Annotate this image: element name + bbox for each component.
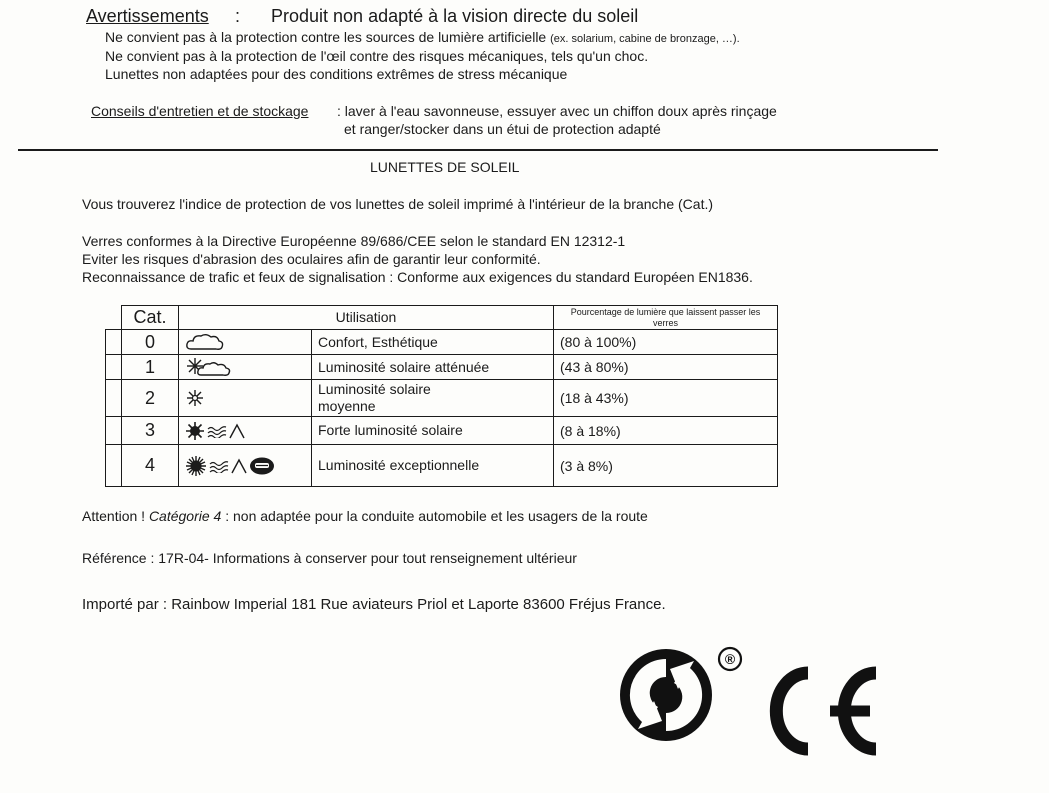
logos — [618, 645, 878, 765]
mountain-icon — [229, 423, 245, 439]
warning-line-1-note: (ex. solarium, cabine de bronzage, …). — [550, 33, 740, 45]
sun-cloud-icon — [185, 356, 235, 378]
table-row — [106, 417, 778, 445]
attention-prefix: Attention ! — [82, 508, 146, 524]
row-cat: 0 — [122, 330, 179, 355]
row-icons — [179, 417, 312, 445]
warnings-colon: : — [235, 6, 241, 26]
header-percent: Pourcentage de lumière que laissent passer les verres — [554, 306, 778, 330]
cloud-icon — [185, 332, 225, 352]
warnings-headline: Produit non adapté à la vision directe du soleil — [271, 6, 639, 26]
traffic-text: Reconnaissance de trafic et feux de signalisation : Conforme aux exigences du standard Européen EN1836. — [82, 269, 753, 285]
logo-group — [618, 645, 878, 760]
warning-line-1-text: Ne convient pas à la protection contre les sources de lumière artificielle — [105, 29, 547, 45]
row-margin — [106, 417, 122, 445]
row-percent: (18 à 43%) — [554, 380, 778, 417]
row-margin — [106, 330, 122, 355]
row-usage: Confort, Esthétique — [312, 330, 554, 355]
row-cat: 4 — [122, 445, 179, 487]
row-usage: Forte luminosité solaire — [312, 417, 554, 445]
row-usage: Luminosité exceptionnelle — [312, 445, 554, 487]
row-icons — [179, 380, 312, 417]
bright-sun-icon — [185, 421, 205, 441]
warning-line-1 — [105, 29, 740, 45]
table-row — [106, 355, 778, 380]
row-cat: 1 — [122, 355, 179, 380]
row-usage — [312, 380, 554, 417]
green-dot-logo — [620, 649, 712, 741]
section-title: LUNETTES DE SOLEIL — [370, 159, 520, 175]
index-text: Vous trouverez l'indice de protection de vos lunettes de soleil imprimé à l'intérieur de la branche (Cat.) — [82, 196, 714, 212]
mountain-icon — [231, 458, 247, 474]
reference-note: Référence : 17R-04- Informations à conserver pour tout renseignement ultérieur — [82, 550, 577, 566]
attention-text: : non adaptée pour la conduite automobile et les usagers de la route — [225, 508, 648, 524]
sun-icon — [185, 388, 205, 408]
row-percent: (3 à 8%) — [554, 445, 778, 487]
care-text-1: : laver à l'eau savonneuse, essuyer avec un chiffon doux après rinçage — [337, 103, 777, 119]
header-usage: Utilisation — [179, 306, 554, 330]
importer-note: Importé par : Rainbow Imperial 181 Rue aviateurs Priol et Laporte 83600 Fréjus France. — [82, 596, 666, 613]
table-row — [106, 380, 778, 417]
directive-text: Verres conformes à la Directive Européenne 89/686/CEE selon le standard EN 12312-1 — [82, 233, 626, 249]
abrasion-text: Eviter les risques d'abrasion des oculaires afin de garantir leur conformité. — [82, 251, 541, 267]
row-margin — [106, 445, 122, 487]
care-label: Conseils d'entretien et de stockage — [91, 103, 309, 119]
row-icons — [179, 355, 312, 380]
warning-line-3: Lunettes non adaptées pour des conditions extrêmes de stress mécanique — [105, 66, 568, 82]
row-cat: 3 — [122, 417, 179, 445]
attention-category: Catégorie 4 — [148, 508, 222, 524]
water-icon — [207, 424, 227, 438]
section-divider — [18, 149, 938, 151]
warning-line-2: Ne convient pas à la protection de l'œil contre des risques mécaniques, tels qu'un choc. — [105, 48, 649, 64]
category-table — [105, 305, 778, 487]
table-header-row — [106, 306, 778, 330]
warnings-title: Avertissements — [86, 6, 209, 26]
bright-sun-icon — [185, 455, 207, 477]
row-margin — [106, 355, 122, 380]
water-icon — [209, 459, 229, 473]
table-row — [106, 330, 778, 355]
ce-mark — [776, 673, 876, 749]
row-percent: (8 à 18%) — [554, 417, 778, 445]
row-percent: (43 à 80%) — [554, 355, 778, 380]
row-usage-text: Luminosité solaire moyenne — [318, 381, 431, 414]
table-corner — [106, 306, 122, 330]
attention-note — [82, 508, 648, 524]
row-margin — [106, 380, 122, 417]
snow-icon — [249, 456, 275, 476]
registered-text: ® — [724, 651, 736, 667]
row-icons — [179, 330, 312, 355]
table-row — [106, 445, 778, 487]
care-text-2: et ranger/stocker dans un étui de protection adapté — [344, 121, 661, 137]
row-percent: (80 à 100%) — [554, 330, 778, 355]
registered-mark — [719, 648, 741, 670]
header-cat: Cat. — [122, 306, 179, 330]
row-usage: Luminosité solaire atténuée — [312, 355, 554, 380]
row-cat: 2 — [122, 380, 179, 417]
row-icons — [179, 445, 312, 487]
